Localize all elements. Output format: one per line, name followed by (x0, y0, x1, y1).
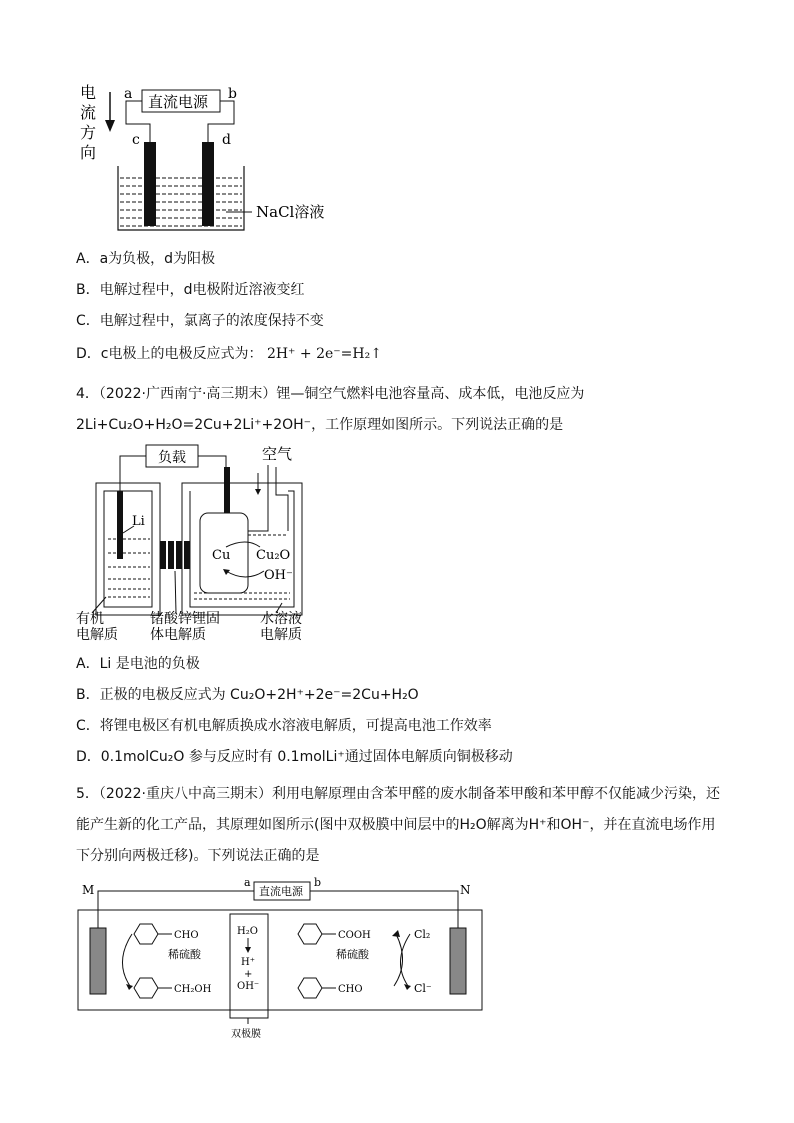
ch2oh-label: CH₂OH (174, 984, 212, 995)
q3-option-d (76, 344, 382, 364)
electrode-n-label: N (460, 883, 471, 897)
terminal-b5: b (314, 876, 322, 889)
solution-label: NaCl溶液 (256, 203, 325, 221)
electrode-m-label: M (82, 883, 95, 897)
current-direction-label: 电 (80, 83, 97, 102)
membrane-label: 双极膜 (231, 1029, 261, 1040)
left-cell-outer (96, 483, 160, 615)
benzaldehyde-right (298, 978, 336, 998)
solid-electrolyte (160, 541, 190, 569)
cho-left-label: CHO (174, 930, 199, 941)
solution-lines (120, 178, 242, 226)
h2o-label: H₂O (237, 926, 258, 937)
solid-label-1: 锗酸锌锂固 (150, 611, 220, 627)
cu2o-label: Cu₂O (256, 548, 291, 563)
cho-right-label: CHO (338, 984, 363, 995)
benzyl-alcohol (134, 978, 172, 998)
li-label: Li (132, 514, 145, 529)
electrode-c (144, 142, 156, 226)
cu-electrode (224, 467, 230, 513)
benzaldehyde-left (134, 924, 172, 944)
air-label: 空气 (262, 445, 293, 463)
q4-option-b: B．正极的电极反应式为 Cu₂O+2H⁺+2e⁻=2Cu+H₂O (76, 687, 419, 703)
dc-power5-label: 直流电源 (259, 885, 303, 898)
cl2-label: Cl₂ (414, 928, 431, 941)
oh-label: OH⁻ (264, 568, 293, 583)
aqueous-label-1: 水溶液 (260, 611, 302, 627)
terminal-a5: a (244, 876, 251, 889)
q3-option-b: B．电解过程中，d电极附近溶液变红 (76, 282, 305, 298)
load-label: 负载 (158, 450, 186, 466)
q4-option-a: A．Li 是电池的负极 (76, 656, 200, 672)
electrode-c-label: c (132, 132, 140, 148)
benzoic-acid (298, 924, 336, 944)
li-cu-battery-figure (76, 443, 326, 643)
electrode-d (202, 142, 214, 226)
plus-label: + (244, 969, 253, 980)
li-electrode (117, 491, 123, 559)
arrow-left-curve (122, 934, 132, 986)
terminal-a: a (124, 86, 133, 102)
acid-left-label: 稀硫酸 (168, 948, 201, 961)
svg-text:方: 方 (80, 123, 97, 142)
svg-text:流: 流 (80, 103, 97, 122)
q4-option-d: D．0.1molCu₂O 参与反应时有 0.1molLi⁺通过固体电解质向铜极移动 (76, 749, 513, 765)
q5-stem: 5．（2022·重庆八中高三期末）利用电解原理由含苯甲醛的废水制备苯甲酸和苯甲醇不仅能减少污染，还能产生新的化工产品，其原理如图所示(图中双极膜中间层中的H₂O解离为H⁺和OH⁻，并在直流电场作用下分别向两极迁移)。下列说法正确的是 (76, 786, 720, 864)
solid-label-2: 体电解质 (150, 627, 206, 643)
q4-stem-line1: 4．（2022·广西南宁·高三期末）锂—铜空气燃料电池容量高、成本低，电池反应为 (76, 386, 585, 402)
electrode-d-label: d (222, 132, 231, 148)
arrow-right-curve2 (394, 934, 403, 986)
svg-text:向: 向 (80, 143, 97, 162)
q3-option-a: A．a为负极，d为阳极 (76, 251, 216, 267)
acid-right-label: 稀硫酸 (336, 948, 369, 961)
electrode-n (450, 928, 466, 994)
clminus-label: Cl⁻ (414, 982, 432, 995)
electrolysis-cell-figure (76, 78, 356, 240)
q4-option-c: C．将锂电极区有机电解质换成水溶液电解质，可提高电池工作效率 (76, 718, 492, 734)
q3-option-d-text: D．c电极上的电极反应式为： (76, 346, 263, 362)
beaker (118, 166, 244, 230)
hplus-label: H⁺ (241, 957, 255, 968)
organic-label-2: 电解质 (76, 627, 118, 643)
dc-power-label: 直流电源 (148, 93, 209, 111)
q3-option-d-formula: 2H⁺ + 2e⁻=H₂↑ (266, 346, 382, 362)
cu-label: Cu (212, 548, 231, 563)
left-cell-inner (104, 491, 152, 607)
q4-stem-line2: 2Li+Cu₂O+H₂O=2Cu+2Li⁺+2OH⁻，工作原理如图所示。下列说法正确的是 (76, 417, 564, 433)
q3-option-c: C．电解过程中，氯离子的浓度保持不变 (76, 313, 324, 329)
arrow-right-curve1 (400, 934, 410, 986)
aqueous-label-2: 电解质 (260, 627, 302, 643)
cooh-label: COOH (338, 930, 371, 941)
bipolar-membrane-figure (76, 874, 488, 1044)
organic-label-1: 有机 (76, 611, 104, 627)
cycle-arrow-bottom (226, 571, 264, 577)
electrode-m (90, 928, 106, 994)
terminal-b: b (228, 86, 237, 102)
cycle-arrow-top (226, 542, 260, 547)
ohminus-label: OH⁻ (237, 981, 260, 992)
